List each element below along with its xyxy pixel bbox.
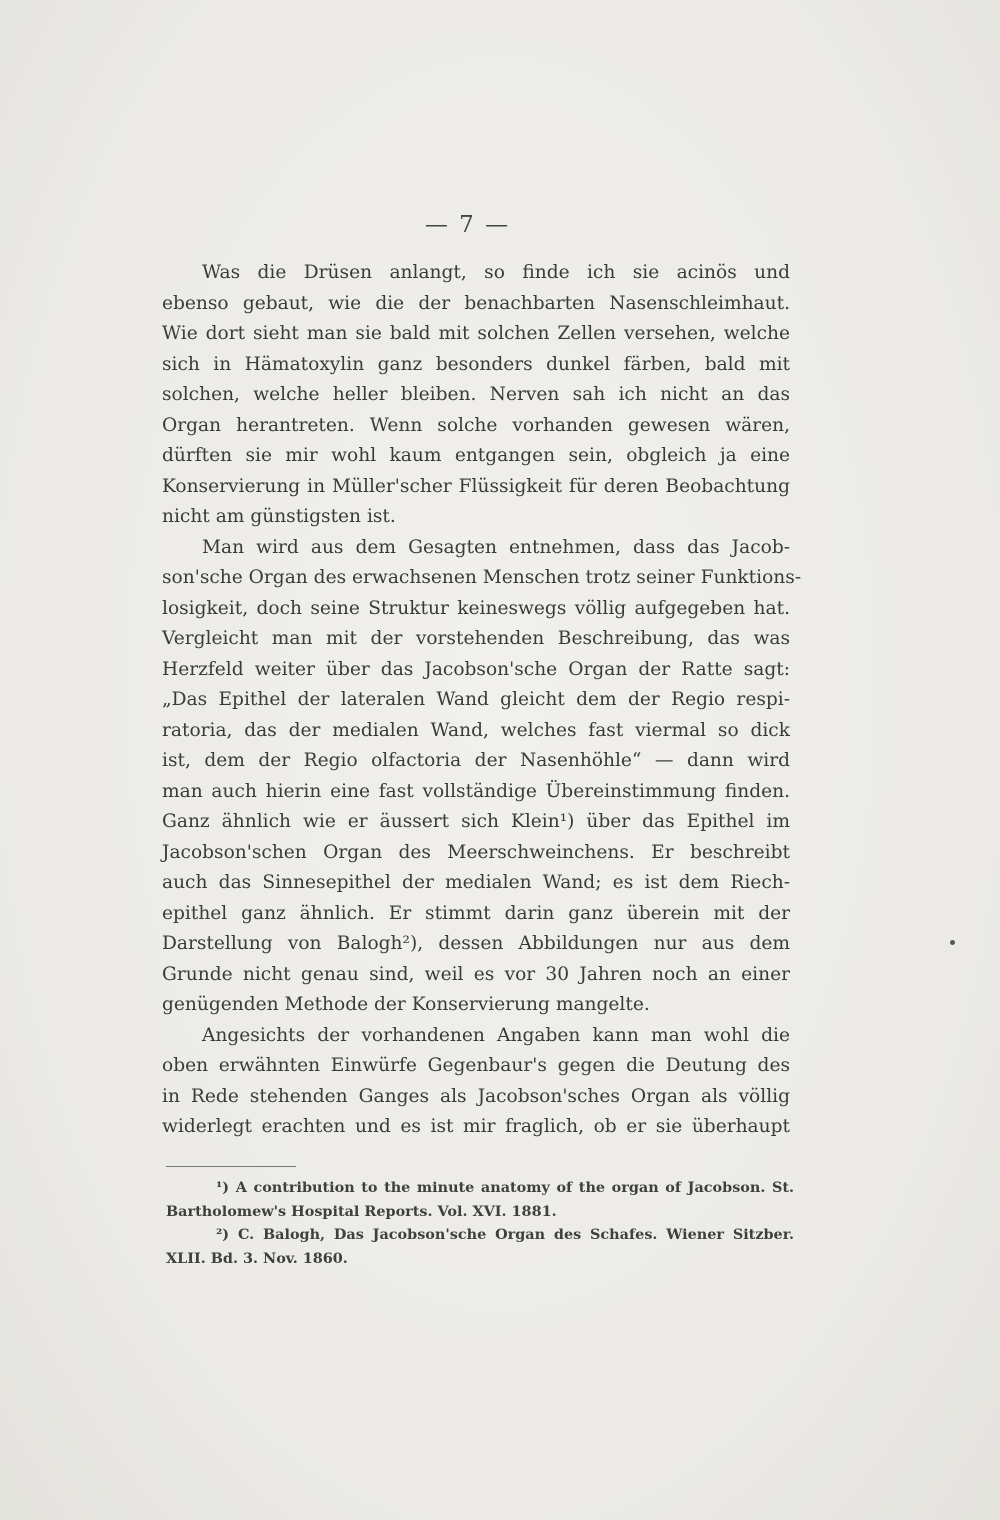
paragraph-1-line-3: Wie dort sieht man sie bald mit solchen Zellen versehen, welche xyxy=(162,323,790,344)
paragraph-1-line-7: dürften sie mir wohl kaum entgangen sein, obgleich ja eine xyxy=(162,445,790,466)
paragraph-3-line-3: in Rede stehenden Ganges als Jacobson'sches Organ als völlig xyxy=(162,1085,790,1107)
page-number: — 7 — xyxy=(424,212,511,238)
paragraph-1-line-5: solchen, welche heller bleiben. Nerven sah ich nicht an das xyxy=(162,384,790,405)
footnote-2-line-1: ²) C. Balogh, Das Jacobson'sche Organ des Schafes. Wiener Sitzber. xyxy=(216,1226,794,1243)
body-text xyxy=(162,258,802,1143)
paragraph-2-line-1: Man wird aus dem Gesagten entnehmen, dass das Jacob- xyxy=(202,536,790,558)
paragraph-2-line-5: Herzfeld weiter über das Jacobson'sche Organ der Ratte sagt: xyxy=(162,658,790,680)
paragraph-2-line-4: Vergleicht man mit der vorstehenden Beschreibung, das was xyxy=(162,628,790,649)
paragraph-2-line-8: ist, dem der Regio olfactoria der Nasenhöhle“ — dann wird xyxy=(162,750,790,771)
paragraph-1-line-1: Was die Drüsen anlangt, so finde ich sie acinös und xyxy=(202,262,790,283)
paragraph-2-line-14: Darstellung von Balogh²), dessen Abbildungen nur aus dem xyxy=(162,933,790,954)
paragraph-3-line-2: oben erwähnten Einwürfe Gegenbaur's gegen die Deutung des xyxy=(162,1055,790,1076)
paragraph-2-line-3: losigkeit, doch seine Struktur keineswegs völlig aufgegeben hat. xyxy=(162,597,790,619)
paragraph-2-line-2: son'sche Organ des erwachsenen Menschen trotz seiner Funktions- xyxy=(162,567,802,588)
paragraph-2-line-15: Grunde nicht genau sind, weil es vor 30 Jahren noch an einer xyxy=(162,963,790,985)
footnote-2-line-2: XLII. Bd. 3. Nov. 1860. xyxy=(166,1249,348,1267)
footnotes xyxy=(166,1176,794,1270)
paragraph-2-line-7: ratoria, das der medialen Wand, welches fast viermal so dick xyxy=(162,719,790,741)
footnote-divider xyxy=(166,1166,296,1167)
paragraph-2-line-16: genügenden Methode der Konservierung mangelte. xyxy=(162,994,650,1015)
paragraph-2-line-10: Ganz ähnlich wie er äussert sich Klein¹) über das Epithel im xyxy=(162,811,790,832)
paragraph-3-line-1: Angesichts der vorhandenen Angaben kann man wohl die xyxy=(202,1024,790,1046)
paragraph-2-line-9: man auch hierin eine fast vollständige Übereinstimmung finden. xyxy=(162,780,790,802)
ink-speck xyxy=(950,940,955,945)
footnote-1-line-1: ¹) A contribution to the minute anatomy of the organ of Jacobson. St. xyxy=(216,1179,794,1196)
footnote-1-line-2: Bartholomew's Hospital Reports. Vol. XVI. 1881. xyxy=(166,1202,557,1220)
paragraph-1-line-2: ebenso gebaut, wie die der benachbarten Nasenschleimhaut. xyxy=(162,292,790,314)
paragraph-2-line-12: auch das Sinnesepithel der medialen Wand; es ist dem Riech- xyxy=(162,872,790,893)
paragraph-1-line-4: sich in Hämatoxylin ganz besonders dunkel färben, bald mit xyxy=(162,353,790,375)
paragraph-1-line-8: Konservierung in Müller'scher Flüssigkeit für deren Beobachtung xyxy=(162,475,790,497)
paragraph-2-line-6: „Das Epithel der lateralen Wand gleicht dem der Regio respi- xyxy=(162,689,790,710)
paragraph-1-line-9: nicht am günstigsten ist. xyxy=(162,506,396,527)
paragraph-1-line-6: Organ herantreten. Wenn solche vorhanden gewesen wären, xyxy=(162,414,790,436)
paragraph-3-line-4: widerlegt erachten und es ist mir fraglich, ob er sie überhaupt xyxy=(162,1116,790,1137)
paragraph-2-line-11: Jacobson'schen Organ des Meerschweinchens. Er beschreibt xyxy=(162,841,790,863)
paragraph-2-line-13: epithel ganz ähnlich. Er stimmt darin ganz überein mit der xyxy=(162,902,790,924)
